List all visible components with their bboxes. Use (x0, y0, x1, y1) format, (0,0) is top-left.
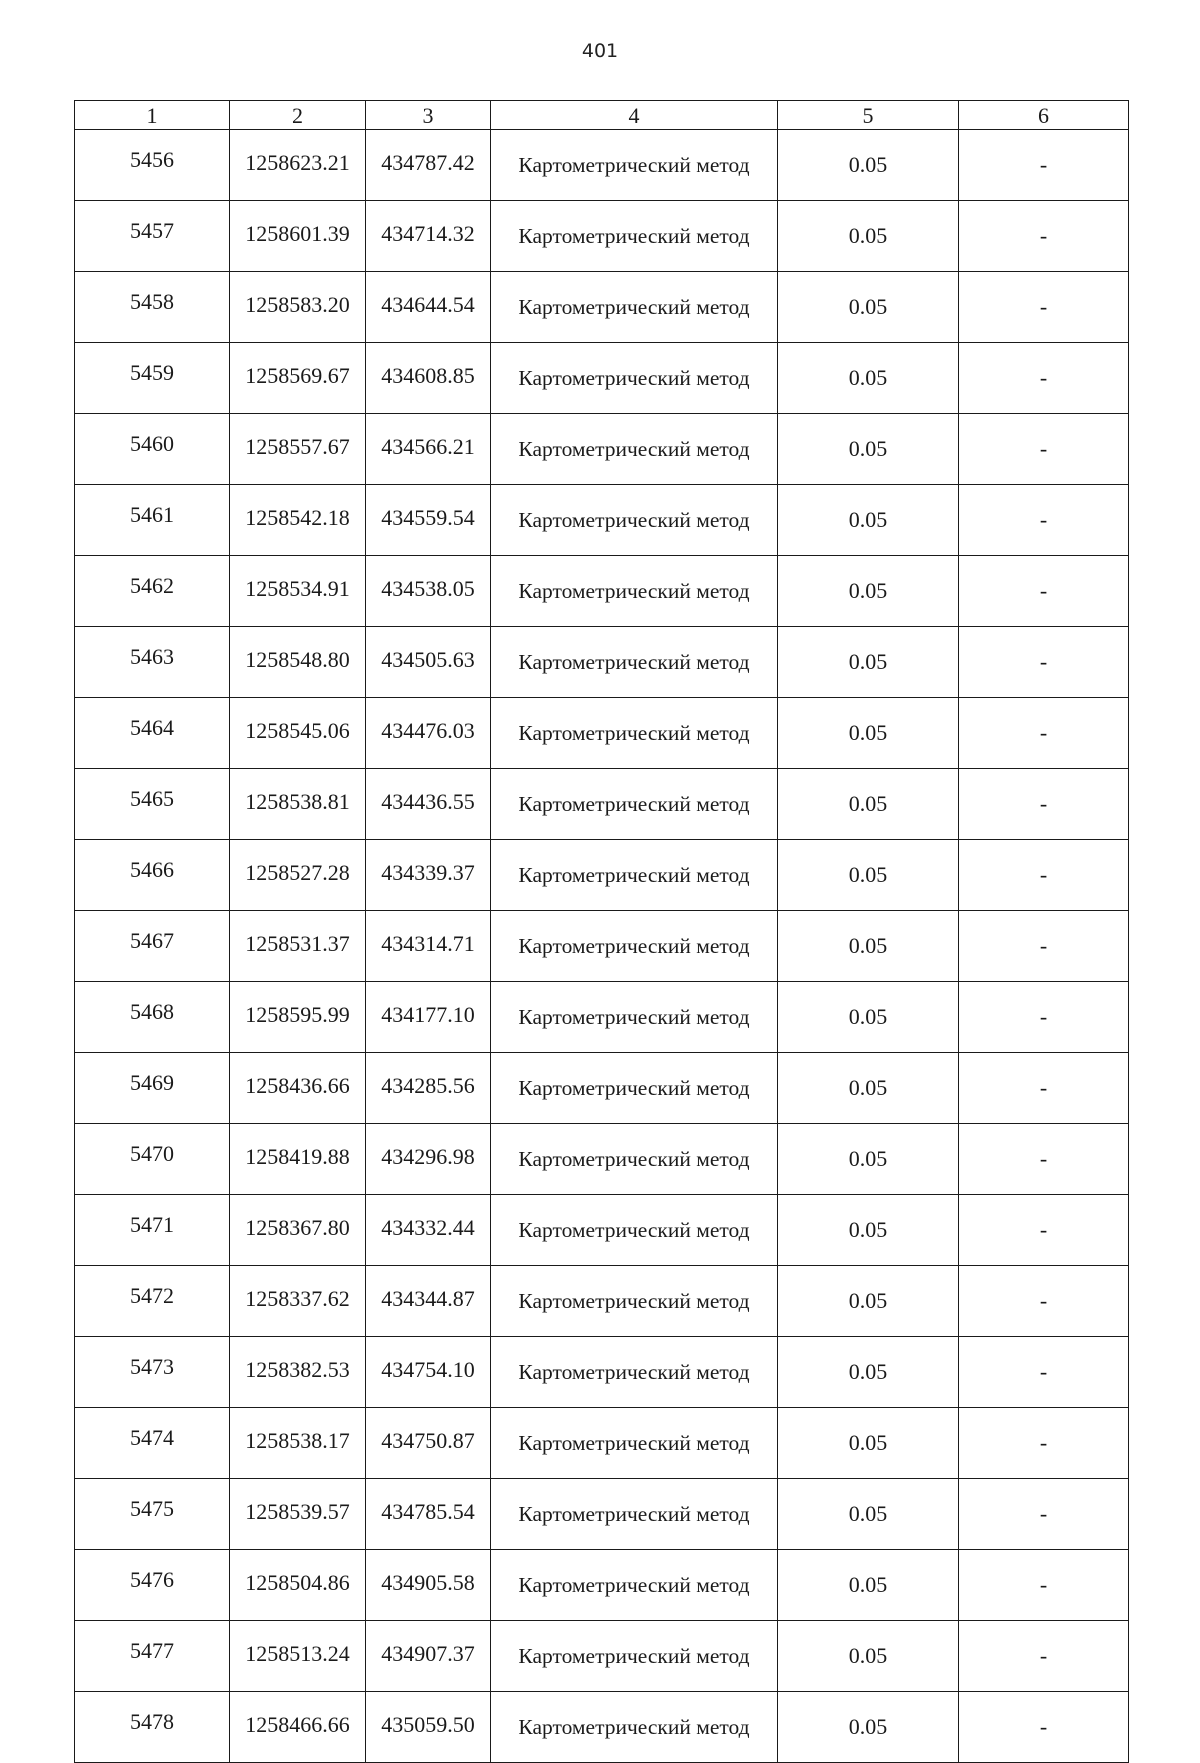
accuracy-cell: 0.05 (778, 201, 959, 272)
column-header: 1 (75, 101, 230, 130)
table-body (75, 130, 1129, 1763)
x-coordinate-cell: 1258513.24 (230, 1621, 366, 1692)
x-coordinate-cell: 1258601.39 (230, 201, 366, 272)
point-number-cell: 5459 (75, 343, 230, 414)
accuracy-cell: 0.05 (778, 840, 959, 911)
note-cell: - (959, 1692, 1129, 1763)
point-number-cell: 5462 (75, 556, 230, 627)
note-cell: - (959, 769, 1129, 840)
accuracy-cell: 0.05 (778, 1124, 959, 1195)
note-cell: - (959, 698, 1129, 769)
point-number-cell: 5478 (75, 1692, 230, 1763)
x-coordinate-cell: 1258466.66 (230, 1692, 366, 1763)
y-coordinate-cell: 434754.10 (366, 1337, 491, 1408)
y-coordinate-cell: 434608.85 (366, 343, 491, 414)
point-number-cell: 5474 (75, 1408, 230, 1479)
accuracy-cell: 0.05 (778, 414, 959, 485)
method-cell: Картометрический метод (491, 1195, 778, 1266)
note-cell: - (959, 1053, 1129, 1124)
x-coordinate-cell: 1258569.67 (230, 343, 366, 414)
y-coordinate-cell: 434714.32 (366, 201, 491, 272)
note-cell: - (959, 1266, 1129, 1337)
note-cell: - (959, 840, 1129, 911)
y-coordinate-cell: 434538.05 (366, 556, 491, 627)
method-cell: Картометрический метод (491, 769, 778, 840)
y-coordinate-cell: 434907.37 (366, 1621, 491, 1692)
point-number-cell: 5461 (75, 485, 230, 556)
accuracy-cell: 0.05 (778, 1053, 959, 1124)
method-cell: Картометрический метод (491, 1337, 778, 1408)
accuracy-cell: 0.05 (778, 1621, 959, 1692)
x-coordinate-cell: 1258367.80 (230, 1195, 366, 1266)
y-coordinate-cell: 434559.54 (366, 485, 491, 556)
point-number-cell: 5469 (75, 1053, 230, 1124)
table-row (75, 201, 1129, 272)
table-row (75, 1337, 1129, 1408)
table-row (75, 698, 1129, 769)
x-coordinate-cell: 1258538.17 (230, 1408, 366, 1479)
accuracy-cell: 0.05 (778, 343, 959, 414)
y-coordinate-cell: 434644.54 (366, 272, 491, 343)
note-cell: - (959, 627, 1129, 698)
table-row (75, 1621, 1129, 1692)
x-coordinate-cell: 1258623.21 (230, 130, 366, 201)
method-cell: Картометрический метод (491, 1266, 778, 1337)
column-header: 4 (491, 101, 778, 130)
y-coordinate-cell: 434332.44 (366, 1195, 491, 1266)
table-row (75, 982, 1129, 1053)
point-number-cell: 5465 (75, 769, 230, 840)
y-coordinate-cell: 434314.71 (366, 911, 491, 982)
x-coordinate-cell: 1258557.67 (230, 414, 366, 485)
method-cell: Картометрический метод (491, 1053, 778, 1124)
method-cell: Картометрический метод (491, 840, 778, 911)
method-cell: Картометрический метод (491, 343, 778, 414)
table-row (75, 130, 1129, 201)
note-cell: - (959, 982, 1129, 1053)
coordinates-table (74, 100, 1129, 1763)
table-row (75, 1266, 1129, 1337)
table-row (75, 1408, 1129, 1479)
point-number-cell: 5457 (75, 201, 230, 272)
x-coordinate-cell: 1258542.18 (230, 485, 366, 556)
y-coordinate-cell: 434905.58 (366, 1550, 491, 1621)
x-coordinate-cell: 1258436.66 (230, 1053, 366, 1124)
method-cell: Картометрический метод (491, 1550, 778, 1621)
point-number-cell: 5456 (75, 130, 230, 201)
accuracy-cell: 0.05 (778, 1195, 959, 1266)
note-cell: - (959, 556, 1129, 627)
method-cell: Картометрический метод (491, 1621, 778, 1692)
accuracy-cell: 0.05 (778, 1266, 959, 1337)
column-header: 2 (230, 101, 366, 130)
method-cell: Картометрический метод (491, 1479, 778, 1550)
y-coordinate-cell: 434285.56 (366, 1053, 491, 1124)
x-coordinate-cell: 1258538.81 (230, 769, 366, 840)
note-cell: - (959, 485, 1129, 556)
x-coordinate-cell: 1258527.28 (230, 840, 366, 911)
x-coordinate-cell: 1258337.62 (230, 1266, 366, 1337)
table-row (75, 1479, 1129, 1550)
point-number-cell: 5477 (75, 1621, 230, 1692)
point-number-cell: 5472 (75, 1266, 230, 1337)
method-cell: Картометрический метод (491, 911, 778, 982)
method-cell: Картометрический метод (491, 698, 778, 769)
method-cell: Картометрический метод (491, 556, 778, 627)
point-number-cell: 5471 (75, 1195, 230, 1266)
x-coordinate-cell: 1258539.57 (230, 1479, 366, 1550)
method-cell: Картометрический метод (491, 272, 778, 343)
accuracy-cell: 0.05 (778, 627, 959, 698)
table-row (75, 1692, 1129, 1763)
table-row (75, 911, 1129, 982)
page-number: 401 (581, 40, 619, 62)
point-number-cell: 5468 (75, 982, 230, 1053)
point-number-cell: 5470 (75, 1124, 230, 1195)
method-cell: Картометрический метод (491, 130, 778, 201)
accuracy-cell: 0.05 (778, 982, 959, 1053)
method-cell: Картометрический метод (491, 1124, 778, 1195)
method-cell: Картометрический метод (491, 485, 778, 556)
x-coordinate-cell: 1258583.20 (230, 272, 366, 343)
table-row (75, 1195, 1129, 1266)
note-cell: - (959, 130, 1129, 201)
table-row (75, 343, 1129, 414)
x-coordinate-cell: 1258534.91 (230, 556, 366, 627)
note-cell: - (959, 414, 1129, 485)
method-cell: Картометрический метод (491, 201, 778, 272)
y-coordinate-cell: 434750.87 (366, 1408, 491, 1479)
table-row (75, 627, 1129, 698)
method-cell: Картометрический метод (491, 414, 778, 485)
table-row (75, 1550, 1129, 1621)
x-coordinate-cell: 1258504.86 (230, 1550, 366, 1621)
y-coordinate-cell: 434785.54 (366, 1479, 491, 1550)
note-cell: - (959, 201, 1129, 272)
table-row (75, 769, 1129, 840)
accuracy-cell: 0.05 (778, 485, 959, 556)
note-cell: - (959, 1621, 1129, 1692)
note-cell: - (959, 1195, 1129, 1266)
point-number-cell: 5463 (75, 627, 230, 698)
point-number-cell: 5467 (75, 911, 230, 982)
x-coordinate-cell: 1258595.99 (230, 982, 366, 1053)
point-number-cell: 5473 (75, 1337, 230, 1408)
table-header-row (75, 101, 1129, 130)
note-cell: - (959, 1408, 1129, 1479)
accuracy-cell: 0.05 (778, 272, 959, 343)
y-coordinate-cell: 434339.37 (366, 840, 491, 911)
table-row (75, 556, 1129, 627)
accuracy-cell: 0.05 (778, 698, 959, 769)
x-coordinate-cell: 1258382.53 (230, 1337, 366, 1408)
point-number-cell: 5458 (75, 272, 230, 343)
point-number-cell: 5475 (75, 1479, 230, 1550)
table-row (75, 840, 1129, 911)
point-number-cell: 5460 (75, 414, 230, 485)
column-header: 3 (366, 101, 491, 130)
accuracy-cell: 0.05 (778, 911, 959, 982)
x-coordinate-cell: 1258419.88 (230, 1124, 366, 1195)
y-coordinate-cell: 434505.63 (366, 627, 491, 698)
y-coordinate-cell: 434436.55 (366, 769, 491, 840)
note-cell: - (959, 1550, 1129, 1621)
point-number-cell: 5466 (75, 840, 230, 911)
accuracy-cell: 0.05 (778, 1692, 959, 1763)
point-number-cell: 5464 (75, 698, 230, 769)
y-coordinate-cell: 434177.10 (366, 982, 491, 1053)
y-coordinate-cell: 435059.50 (366, 1692, 491, 1763)
table-row (75, 414, 1129, 485)
accuracy-cell: 0.05 (778, 1550, 959, 1621)
x-coordinate-cell: 1258548.80 (230, 627, 366, 698)
accuracy-cell: 0.05 (778, 1337, 959, 1408)
table-row (75, 272, 1129, 343)
y-coordinate-cell: 434296.98 (366, 1124, 491, 1195)
note-cell: - (959, 343, 1129, 414)
note-cell: - (959, 1124, 1129, 1195)
y-coordinate-cell: 434344.87 (366, 1266, 491, 1337)
method-cell: Картометрический метод (491, 1408, 778, 1479)
y-coordinate-cell: 434476.03 (366, 698, 491, 769)
method-cell: Картометрический метод (491, 982, 778, 1053)
table-row (75, 1053, 1129, 1124)
y-coordinate-cell: 434566.21 (366, 414, 491, 485)
note-cell: - (959, 272, 1129, 343)
method-cell: Картометрический метод (491, 627, 778, 698)
accuracy-cell: 0.05 (778, 1408, 959, 1479)
point-number-cell: 5476 (75, 1550, 230, 1621)
column-header: 6 (959, 101, 1129, 130)
note-cell: - (959, 1479, 1129, 1550)
accuracy-cell: 0.05 (778, 769, 959, 840)
y-coordinate-cell: 434787.42 (366, 130, 491, 201)
x-coordinate-cell: 1258545.06 (230, 698, 366, 769)
table-row (75, 1124, 1129, 1195)
accuracy-cell: 0.05 (778, 130, 959, 201)
column-header: 5 (778, 101, 959, 130)
x-coordinate-cell: 1258531.37 (230, 911, 366, 982)
accuracy-cell: 0.05 (778, 556, 959, 627)
note-cell: - (959, 911, 1129, 982)
note-cell: - (959, 1337, 1129, 1408)
accuracy-cell: 0.05 (778, 1479, 959, 1550)
table-row (75, 485, 1129, 556)
method-cell: Картометрический метод (491, 1692, 778, 1763)
